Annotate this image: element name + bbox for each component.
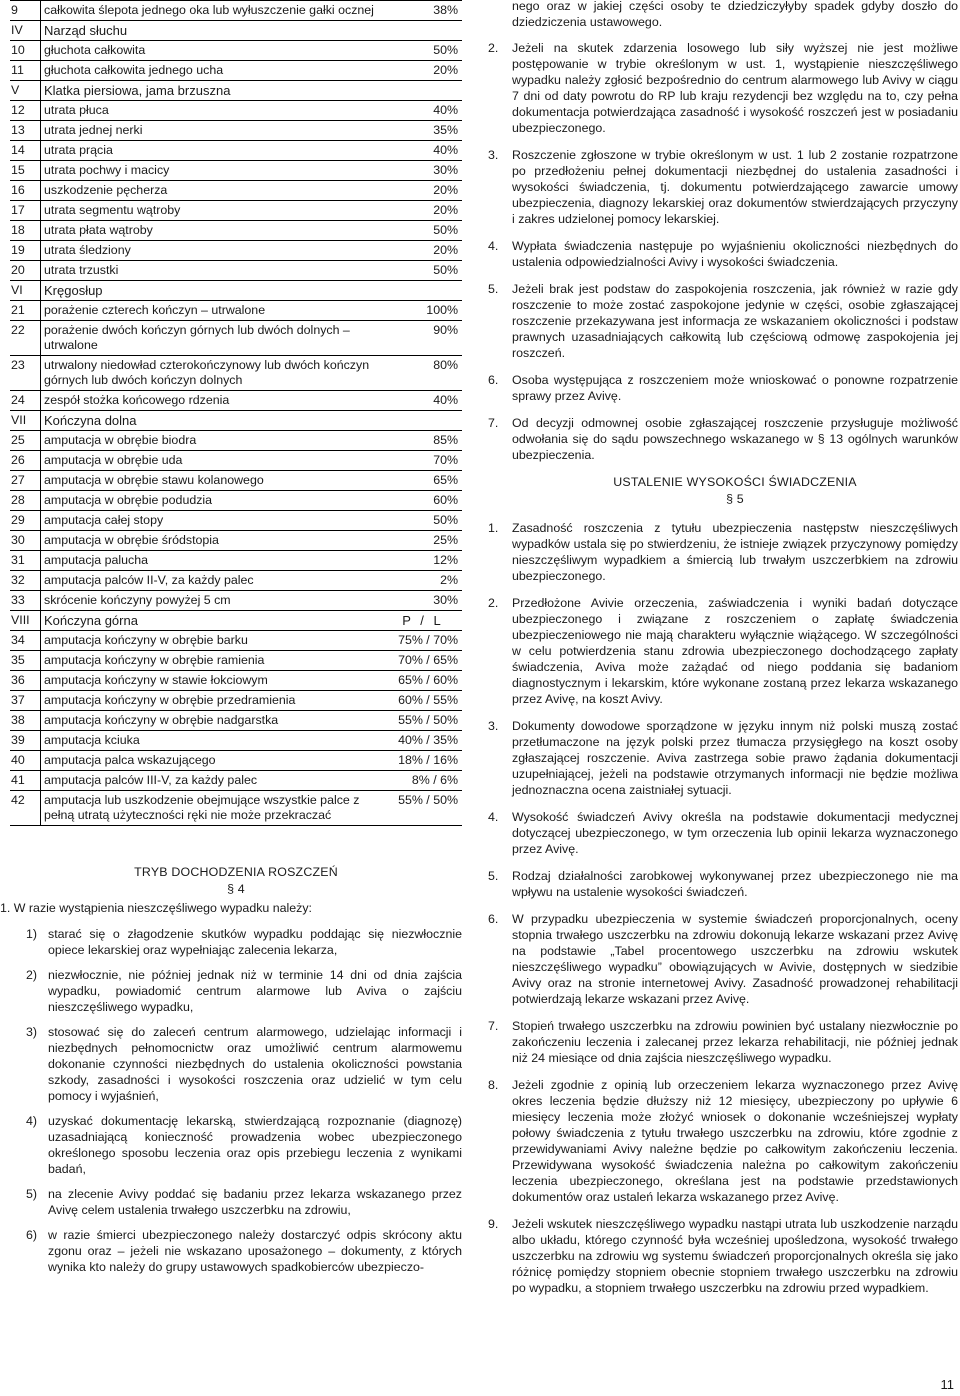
table-cell-no: 24 <box>10 391 41 411</box>
table-cell-desc: Kończyna górna <box>41 611 386 631</box>
table-cell-desc: amputacja w obrębie śródstopia <box>41 531 386 551</box>
table-cell-pct: 100% <box>385 301 462 321</box>
table-cell-pct: 8% / 6% <box>385 771 462 791</box>
table-cell-no: 34 <box>10 631 41 651</box>
item-text: Roszczenie zgłoszone w trybie określonym w ust. 1 lub 2 zostanie rozpatrzone po przedłożeniu pełnej dokumentacji niezbędnej do ustalenia zasadności i wysokości świadczenia, tj. dokumentu potwierdzającego zawarcie umowy ubezpieczenia, diagnozy lekarskiej oraz dokumentów stwierdzających przyczyny i zakres udzielonej pomocy lekarskiej. <box>512 148 958 226</box>
table-cell-desc: utrata prącia <box>41 141 386 161</box>
paragraph-item <box>488 238 958 270</box>
table-cell-pct: 2% <box>385 571 462 591</box>
paragraph-item <box>488 372 958 404</box>
table-cell-desc: amputacja w obrębie biodra <box>41 431 386 451</box>
table-cell-desc: amputacja w obrębie podudzia <box>41 491 386 511</box>
table-row <box>10 791 462 826</box>
table-cell-no: 23 <box>10 356 41 391</box>
table-cell-pct: 30% <box>385 591 462 611</box>
paragraph-item <box>488 595 958 707</box>
claim-steps-list <box>10 926 462 1275</box>
table-cell-desc: amputacja lub uszkodzenie obejmujące wszystkie palce z pełną utratą użyteczności ręki nie może przekraczać <box>41 791 386 826</box>
list-item <box>10 1113 462 1177</box>
table-cell-no: 16 <box>10 181 41 201</box>
table-cell-desc: utrata płata wątroby <box>41 221 386 241</box>
table-cell-desc: utrata segmentu wątroby <box>41 201 386 221</box>
table-cell-no: 27 <box>10 471 41 491</box>
table-cell-desc: amputacja kończyny w stawie łokciowym <box>41 671 386 691</box>
table-row <box>10 161 462 181</box>
table-cell-pct: P / L <box>385 611 462 631</box>
item-marker: 2) <box>26 968 38 982</box>
table-row <box>10 451 462 471</box>
table-row <box>10 551 462 571</box>
table-section-row <box>10 411 462 431</box>
table-cell-desc: amputacja kończyny w obrębie ramienia <box>41 651 386 671</box>
table-row <box>10 671 462 691</box>
item-marker: 3) <box>26 1025 38 1039</box>
table-cell-no: 22 <box>10 321 41 356</box>
paragraph-item <box>488 809 958 857</box>
table-cell-no: 37 <box>10 691 41 711</box>
table-row <box>10 771 462 791</box>
table-cell-pct: 20% <box>385 241 462 261</box>
lead-number: 1. <box>0 901 11 915</box>
table-cell-pct: 65% / 60% <box>385 671 462 691</box>
paragraph-item <box>488 147 958 227</box>
lead-text: W razie wystąpienia nieszczęśliwego wypadku należy: <box>13 901 312 915</box>
table-row <box>10 751 462 771</box>
table-row <box>10 651 462 671</box>
paragraph-sign: § 5 <box>726 492 744 506</box>
injury-percentage-table <box>10 0 462 826</box>
item-text: Osoba występująca z roszczeniem może wnioskować o ponowne rozpatrzenie sprawy przez Avivę. <box>512 373 958 403</box>
section-heading-amount <box>512 474 958 508</box>
table-section-row <box>10 281 462 301</box>
table-cell-no: 31 <box>10 551 41 571</box>
table-cell-pct: 50% <box>385 41 462 61</box>
amount-paragraphs <box>488 520 958 1296</box>
table-cell-no: VIII <box>10 611 41 631</box>
table-row <box>10 201 462 221</box>
table-cell-desc: utrata płuca <box>41 101 386 121</box>
table-row <box>10 241 462 261</box>
table-cell-no: 19 <box>10 241 41 261</box>
item-text: na zlecenie Avivy poddać się badaniu przez lekarza wskazanego przez Avivę celem ustalenia trwałego uszczerbku na zdrowiu, <box>48 1187 462 1217</box>
table-cell-pct: 38% <box>385 1 462 21</box>
item-text: Jeżeli na skutek zdarzenia losowego lub siły wyższej nie jest możliwe postępowanie w trybie określonym w ust. 1, wystąpienie nieszczęśliwego wypadku należy zgłosić bezpośrednio do centrum alarmowego lub Avivy w ciągu 7 dni od daty powrotu do RP lub kraju rezydencji bez względu na to, czy pełna dokumentacja potwierdzająca zasadność i wysokość roszczeń jest w posiadaniu ubezpieczonego. <box>512 41 958 135</box>
table-cell-no: 17 <box>10 201 41 221</box>
table-cell-no: 18 <box>10 221 41 241</box>
item-text: Jeżeli zgodnie z opinią lub orzeczeniem lekarza wyznaczonego przez Avivę okres leczenia będzie dłuższy niż 12 miesięcy, ubezpieczony po upływie 6 miesięcy leczenia może złożyć wniosek o dokonanie wcześniejszej wypłaty połowy świadczenia z tytułu trwałego uszczerbku na zdrowiu, które zgodnie z przewidywaniami Avivy należne będzie po całkowitym zakończeniu leczenia. Przewidywana wysokość świadczenia należna po całkowitym zakończeniu leczenia ubezpieczonego, określana jest na podstawie przedstawionych dokumentów oraz ustaleń lekarza wskazanego przez Avivę. <box>512 1078 958 1204</box>
table-row <box>10 41 462 61</box>
table-cell-pct: 70% <box>385 451 462 471</box>
table-row <box>10 301 462 321</box>
table-cell-pct: 40% <box>385 141 462 161</box>
item-text: W przypadku ubezpieczenia w systemie świadczeń proporcjonalnych, oceny stopnia trwałego uszczerbku na zdrowiu dokonują lekarze wskazani przez Avivę na podstawie „Tabel procentowego uszczerbku na zdrowiu wskutek nieszczęśliwego wypadku” obowiązujących w Avivie, dostępnych w siedzibie Avivy oraz na stronie internetowej Avivy. Zasadność prowadzonej rehabilitacji potwierdzają lekarze wskazani przez Avivę. <box>512 912 958 1006</box>
heading-title: TRYB DOCHODZENIA ROSZCZEŃ <box>134 865 338 879</box>
claims-paragraphs <box>488 40 958 463</box>
item-text: Jeżeli wskutek nieszczęśliwego wypadku nastąpi utrata lub uszkodzenie narządu albo układu, którego czynność była wcześniej upośledzona, wysokość trwałego uszczerbku na zdrowiu wg systemu świadczeń proporcjonalnych określa się jako różnicę pomiędzy stopniem obecnie stopniem trwałego uszczerbku na zdrowiu po wypadku, a stopniem trwałego uszczerbku na zdrowiu przed wypadkiem. <box>512 1217 958 1295</box>
table-cell-no: 30 <box>10 531 41 551</box>
table-cell-pct: 80% <box>385 356 462 391</box>
table-section-row <box>10 21 462 41</box>
table-cell-no: 39 <box>10 731 41 751</box>
table-cell-desc: Klatka piersiowa, jama brzuszna <box>41 81 386 101</box>
item-text: Rodzaj działalności zarobkowej wykonywanej przez ubezpieczonego nie ma wpływu na ustalenie wysokości świadczeń. <box>512 869 958 899</box>
table-cell-desc: Kręgosłup <box>41 281 386 301</box>
table-row <box>10 1 462 21</box>
table-cell-no: 32 <box>10 571 41 591</box>
table-cell-desc: amputacja kończyny w obrębie nadgarstka <box>41 711 386 731</box>
item-marker: 1. <box>488 521 499 535</box>
table-cell-no: 10 <box>10 41 41 61</box>
table-cell-desc: amputacja w obrębie uda <box>41 451 386 471</box>
item-text: starać się o złagodzenie skutków wypadku poddając się niezwłocznie opiece lekarskiej oraz wypełniając zalecenia lekarza, <box>48 927 462 957</box>
table-cell-pct: 55% / 50% <box>385 711 462 731</box>
item-text: Wypłata świadczenia następuje po wyjaśnieniu okoliczności niezbędnych do ustalenia odpowiedzialności Avivy i wysokości świadczenia. <box>512 239 958 269</box>
table-row <box>10 631 462 651</box>
table-cell-no: 29 <box>10 511 41 531</box>
item-text: Dokumenty dowodowe sporządzone w języku innym niż polski muszą zostać przetłumaczone na język polski przez tłumacza przysięgłego na koszt osoby zgłaszającej roszczenie. Aviva zastrzega sobie prawo żądania dokumentacji uzupełniającej, jeżeli na podstawie otrzymanych informacji nie będzie możliwa jednoznaczna ocena zaistniałej sytuacji. <box>512 719 958 797</box>
table-cell-desc: amputacja całej stopy <box>41 511 386 531</box>
paragraph-item <box>488 281 958 361</box>
item-text: w razie śmierci ubezpieczonego należy dostarczyć odpis skrócony aktu zgonu oraz – jeżeli nie wskazano uposażonego – dokumenty, z których wynika kto należy do grupy ustawowych spadkobierców ubezpieczo- <box>48 1228 462 1274</box>
table-row <box>10 221 462 241</box>
table-cell-pct: 40% <box>385 391 462 411</box>
item-marker: 3. <box>488 148 499 162</box>
item-marker: 8. <box>488 1078 499 1092</box>
table-cell-no: 28 <box>10 491 41 511</box>
table-cell-pct: 40% <box>385 101 462 121</box>
table-cell-pct: 35% <box>385 121 462 141</box>
table-cell-desc: skrócenie kończyny powyżej 5 cm <box>41 591 386 611</box>
item-text: Jeżeli brak jest podstaw do zaspokojenia roszczenia, jak również w razie gdy roszczenie to może zostać zaspokojone jedynie w części, osobie zgłaszającej roszczenie przekazywana jest informacja ze wskazaniem okoliczności i podstaw prawnych uzasadniających całkowitą lub częściową odmowę zaspokojenia jej roszczeń. <box>512 282 958 360</box>
table-cell-desc: porażenie czterech kończyn – utrwalone <box>41 301 386 321</box>
table-cell-desc: uszkodzenie pęcherza <box>41 181 386 201</box>
table-row <box>10 321 462 356</box>
list-item <box>10 1186 462 1218</box>
item-text: Od decyzji odmownej osobie zgłaszającej roszczenie przysługuje możliwość odwołania się do sądu powszechnego wskazanego w § 13 ogólnych warunków ubezpieczenia. <box>512 416 958 462</box>
item-marker: 6. <box>488 912 499 926</box>
item-marker: 2. <box>488 596 499 610</box>
table-row <box>10 141 462 161</box>
table-cell-desc: głuchota całkowita <box>41 41 386 61</box>
table-section-row <box>10 81 462 101</box>
table-cell-desc: utrata pochwy i macicy <box>41 161 386 181</box>
paragraph-item <box>488 1216 958 1296</box>
table-cell-desc: amputacja palca wskazującego <box>41 751 386 771</box>
table-row <box>10 101 462 121</box>
table-cell-no: 41 <box>10 771 41 791</box>
table-cell-desc: amputacja kończyny w obrębie barku <box>41 631 386 651</box>
table-cell-no: 9 <box>10 1 41 21</box>
table-row <box>10 691 462 711</box>
table-cell-pct: 18% / 16% <box>385 751 462 771</box>
table-cell-pct: 30% <box>385 161 462 181</box>
table-cell-no: VII <box>10 411 41 431</box>
table-cell-desc: amputacja palców II-V, za każdy palec <box>41 571 386 591</box>
table-cell-pct: 90% <box>385 321 462 356</box>
table-row <box>10 711 462 731</box>
list-item <box>10 967 462 1015</box>
item-text: niezwłocznie, nie później jednak niż w terminie 14 dni od dnia zajścia wypadku, powiadomić centrum alarmowe lub Aviva o zajściu nieszczęśliwego wypadku, <box>48 968 462 1014</box>
table-cell-pct: 75% / 70% <box>385 631 462 651</box>
list-item <box>10 1227 462 1275</box>
item-marker: 4) <box>26 1114 38 1128</box>
left-column <box>0 0 462 1284</box>
item-marker: 3. <box>488 719 499 733</box>
table-section-row <box>10 611 462 631</box>
table-cell-desc: porażenie dwóch kończyn górnych lub dwóch dolnych – utrwalone <box>41 321 386 356</box>
heading-title: USTALENIE WYSOKOŚCI ŚWIADCZENIA <box>613 475 857 489</box>
table-cell-desc: całkowita ślepota jednego oka lub wyłuszczenie gałki ocznej <box>41 1 386 21</box>
table-cell-desc: zespół stożka końcowego rdzenia <box>41 391 386 411</box>
table-cell-desc: amputacja kończyny w obrębie przedramienia <box>41 691 386 711</box>
table-cell-pct: 40% / 35% <box>385 731 462 751</box>
table-cell-desc: głuchota całkowita jednego ucha <box>41 61 386 81</box>
paragraph-item <box>488 718 958 798</box>
table-cell-no: 42 <box>10 791 41 826</box>
table-cell-no: 21 <box>10 301 41 321</box>
table-row <box>10 571 462 591</box>
table-cell-pct: 50% <box>385 221 462 241</box>
table-cell-pct: 55% / 50% <box>385 791 462 826</box>
table-cell-pct: 12% <box>385 551 462 571</box>
table-cell-no: 26 <box>10 451 41 471</box>
item-text: Zasadność roszczenia z tytułu ubezpieczenia następstw nieszczęśliwych wypadków ustala się po stwierdzeniu, że istnieje związek przyczynowy pomiędzy nieszczęśliwym wypadkiem a śmiercią lub trwałym uszczerbkiem na zdrowiu ubezpieczonego. <box>512 521 958 583</box>
paragraph-item <box>488 868 958 900</box>
table-cell-pct: 70% / 65% <box>385 651 462 671</box>
table-cell-no: 33 <box>10 591 41 611</box>
table-cell-no: 36 <box>10 671 41 691</box>
table-cell-pct: 65% <box>385 471 462 491</box>
item-marker: 6. <box>488 373 499 387</box>
table-row <box>10 431 462 451</box>
table-row <box>10 591 462 611</box>
table-cell-pct <box>385 21 462 41</box>
paragraph-item <box>488 415 958 463</box>
table-cell-pct <box>385 411 462 431</box>
table-cell-no: 20 <box>10 261 41 281</box>
table-cell-desc: Kończyna dolna <box>41 411 386 431</box>
table-cell-no: V <box>10 81 41 101</box>
page-number: 11 <box>940 1377 954 1392</box>
table-cell-no: 25 <box>10 431 41 451</box>
table-row <box>10 731 462 751</box>
paragraph-item <box>488 40 958 136</box>
item-marker: 7. <box>488 416 499 430</box>
table-row <box>10 531 462 551</box>
table-cell-pct: 25% <box>385 531 462 551</box>
item-marker: 4. <box>488 810 499 824</box>
table-cell-desc: utrata śledziony <box>41 241 386 261</box>
item-marker: 5. <box>488 282 499 296</box>
table-cell-desc: amputacja palców III-V, za każdy palec <box>41 771 386 791</box>
table-row <box>10 511 462 531</box>
table-cell-desc: utrata trzustki <box>41 261 386 281</box>
section-heading-claims <box>10 864 462 898</box>
table-cell-pct: 50% <box>385 511 462 531</box>
table-cell-no: 11 <box>10 61 41 81</box>
table-cell-desc: amputacja kciuka <box>41 731 386 751</box>
item-marker: 6) <box>26 1228 38 1242</box>
table-cell-no: 14 <box>10 141 41 161</box>
paragraph-item <box>488 1018 958 1066</box>
table-row <box>10 356 462 391</box>
list-item <box>10 1024 462 1104</box>
paragraph-item <box>488 1077 958 1205</box>
table-row <box>10 391 462 411</box>
table-row <box>10 181 462 201</box>
table-cell-no: 38 <box>10 711 41 731</box>
table-cell-no: IV <box>10 21 41 41</box>
table-cell-no: VI <box>10 281 41 301</box>
table-row <box>10 261 462 281</box>
item-text: Wysokość świadczeń Avivy określa na podstawie dokumentacji medycznej dotyczącej ubezpieczonego, w tym orzeczenia lub opinii lekarza wyznaczonego przez Avivę. <box>512 810 958 856</box>
table-cell-desc: Narząd słuchu <box>41 21 386 41</box>
item-text: uzyskać dokumentację lekarską, stwierdzającą rozpoznanie (diagnozę) uzasadniającą konieczność prowadzenia wobec ubezpieczonego określonego sposobu leczenia oraz opis przebiegu leczenia z wynikami badań, <box>48 1114 462 1176</box>
table-cell-no: 13 <box>10 121 41 141</box>
item-marker: 1) <box>26 927 38 941</box>
table-cell-no: 15 <box>10 161 41 181</box>
table-cell-pct: 50% <box>385 261 462 281</box>
table-cell-desc: utrwalony niedowład czterokończynowy lub dwóch kończyn górnych lub dwóch kończyn dolnych <box>41 356 386 391</box>
item-marker: 5. <box>488 869 499 883</box>
item-marker: 9. <box>488 1217 499 1231</box>
table-row <box>10 491 462 511</box>
item-text: stosować się do zaleceń centrum alarmowego, udzielając informacji i niezbędnych pełnomocnictw oraz umożliwić centrum alarmowemu dokonanie czynności niezbędnych do ustalenia okoliczności powstania szkody, zasadności i wysokości roszczenia oraz udzielić w tym celu pomocy i wyjaśnień, <box>48 1025 462 1103</box>
table-row <box>10 471 462 491</box>
continuation-text: nego oraz w jakiej części osoby te dziedziczyłyby spadek gdyby doszło do dziedziczenia ustawowego. <box>512 0 958 29</box>
table-cell-desc: utrata jednej nerki <box>41 121 386 141</box>
table-cell-pct: 20% <box>385 181 462 201</box>
paragraph-item <box>488 911 958 1007</box>
table-cell-desc: amputacja palucha <box>41 551 386 571</box>
table-cell-no: 35 <box>10 651 41 671</box>
table-cell-desc: amputacja w obrębie stawu kolanowego <box>41 471 386 491</box>
table-cell-pct: 20% <box>385 61 462 81</box>
paragraph-sign: § 4 <box>227 882 245 896</box>
table-row <box>10 61 462 81</box>
table-row <box>10 121 462 141</box>
lead-paragraph <box>0 900 462 916</box>
table-cell-no: 40 <box>10 751 41 771</box>
item-text: Stopień trwałego uszczerbku na zdrowiu powinien być ustalany niezwłocznie po zakończeniu leczenia i zalecanej przez lekarza rehabilitacji, nie później jednak niż 24 miesiące od dnia zajścia nieszczęśliwego wypadku. <box>512 1019 958 1065</box>
item-marker: 7. <box>488 1019 499 1033</box>
item-marker: 2. <box>488 41 499 55</box>
table-cell-pct: 85% <box>385 431 462 451</box>
table-cell-no: 12 <box>10 101 41 121</box>
table-cell-pct <box>385 281 462 301</box>
paragraph-item <box>488 520 958 584</box>
item-text: Przedłożone Avivie orzeczenia, zaświadczenia i wyniki badań dotyczące ubezpieczonego i związane z roszczeniem o zapłatę świadczenia ubezpieczeniowego nie mają charakteru wyłącznie wiążącego. W szczególności w celu potwierdzenia stanu zdrowia ubezpieczonego dochodzącego zapłaty świadczenia, Aviva może zażądać od niego poddania się badaniom diagnostycznym i lekarskim, które wykonane zostaną przez lekarza wskazanego przez Avivę, na koszt Avivy. <box>512 596 958 706</box>
item-marker: 4. <box>488 239 499 253</box>
table-cell-pct: 20% <box>385 201 462 221</box>
list-item <box>10 926 462 958</box>
table-cell-pct: 60% / 55% <box>385 691 462 711</box>
item-marker: 5) <box>26 1187 38 1201</box>
table-cell-pct: 60% <box>385 491 462 511</box>
right-column <box>488 0 958 1307</box>
table-cell-pct <box>385 81 462 101</box>
